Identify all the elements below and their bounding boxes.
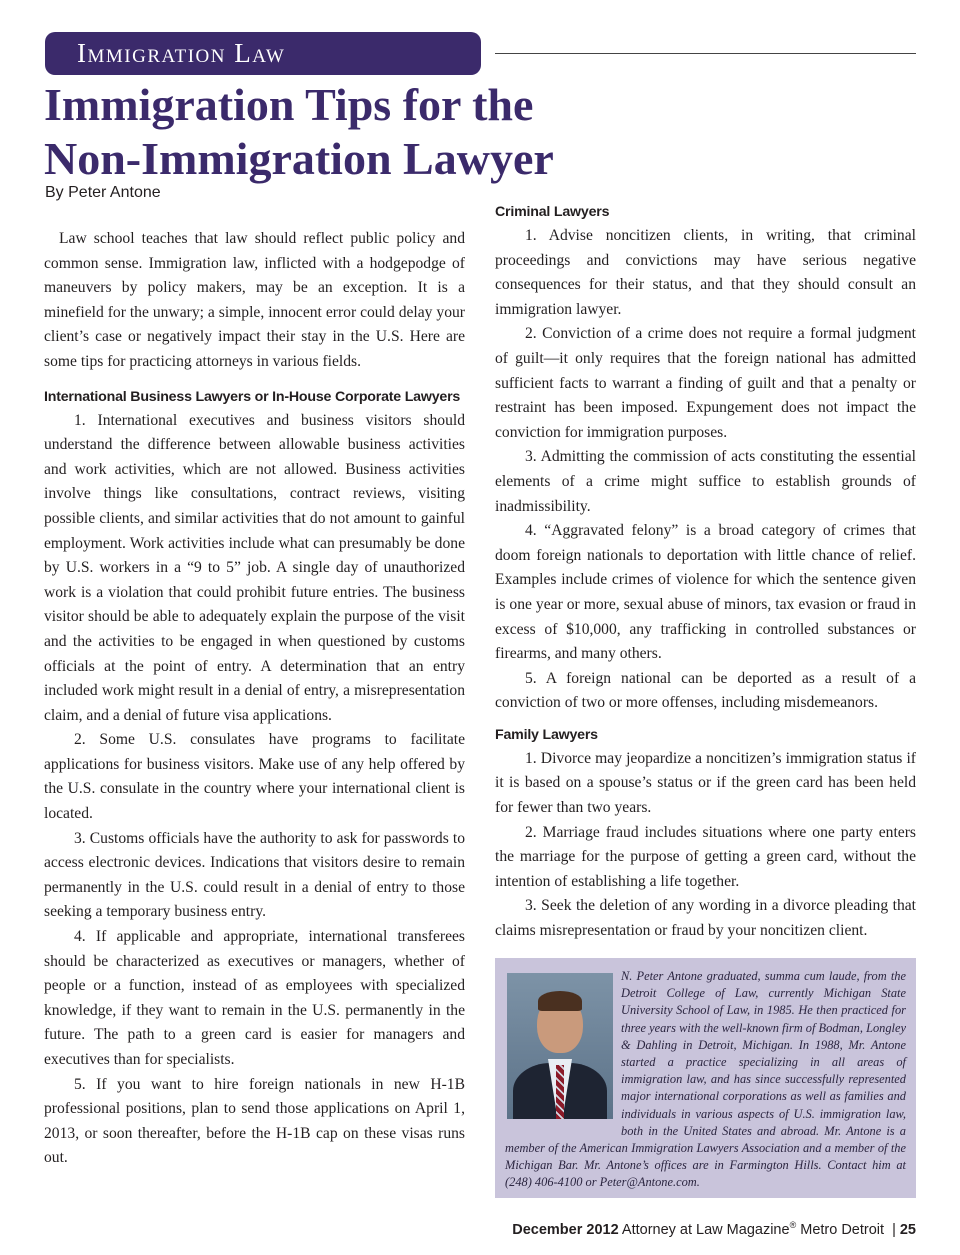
byline: By Peter Antone	[45, 184, 161, 201]
criminal-tip-5: 5. A foreign national can be deported as a result of a conviction of two or more offenses, including misdemeanors.	[495, 669, 916, 712]
page-number: 25	[899, 1221, 916, 1238]
header-rule	[495, 53, 916, 54]
section-heading-criminal: Criminal Lawyers	[495, 204, 610, 220]
criminal-tip-4: 4. “Aggravated felony” is a broad category of crimes that doom foreign nationals to deportation with little chance of relief. Examples include crimes of violence for which the sentence given is one year or more, sexual abuse of minors, tax evasion or fraud in excess of $10,000, any trafficking in controlled substances or firearms, and many others.	[495, 522, 916, 663]
footer-separator: |	[892, 1221, 896, 1238]
criminal-tip-3: 3. Admitting the commission of acts constituting the essential elements of a crime might suffice to establish grounds of inadmissibility.	[495, 448, 916, 515]
criminal-tip-1: 1. Advise noncitizen clients, in writing, that criminal proceedings and convictions may have serious negative consequences for their status, and that they should consult an immigration lawyer.	[495, 227, 916, 318]
section-heading-business: International Business Lawyers or In-House Corporate Lawyers	[44, 388, 461, 405]
business-tip-3: 3. Customs officials have the authority to ask for passwords to access electronic devices. Indications that visitors desire to remain permanently in the U.S. could result in a denial of entry to those seeking a temporary business entry.	[44, 829, 465, 921]
footer-edition: Metro Detroit	[800, 1221, 885, 1238]
right-column	[495, 201, 916, 944]
author-bio-box	[495, 958, 916, 1198]
business-tip-5: 5. If you want to hire foreign nationals in new H-1B professional positions, plan to send those applications on April 1, 2013, or soon thereafter, before the H-1B cap on these visas runs out.	[44, 1075, 465, 1167]
family-tip-3: 3. Seek the deletion of any wording in a divorce pleading that claims misrepresentation or fraud by your noncitizen client.	[495, 897, 916, 940]
business-tip-4: 4. If applicable and appropriate, international transferees should be characterized as executives or managers, whether of people or a function, instead of as employees with specialized knowledge, if they want to remain in the U.S. permanently in the future. The path to a green card is easier for managers and executives than for specialists.	[44, 928, 465, 1068]
article-title-line-2: Non-Immigration Lawyer	[44, 133, 554, 184]
registered-mark: ®	[789, 1220, 797, 1230]
footer-issue: December 2012	[512, 1221, 619, 1238]
intro-paragraph: Law school teaches that law should reflect public policy and common sense. Immigration law, inflicted with a hodgepodge of maneuvers by policy makers, may be an exception. It is a minefield for the unwary; a simple, innocent error could delay your client’s case or negatively impact their stay in the U.S. Here are some tips for practicing attorneys in various fields.	[44, 230, 465, 370]
business-tip-1: 1. International executives and business visitors should understand the difference between allowable business activities and work activities, which are not allowed. Business activities involve things like consultations, contract reviews, visiting possible clients, and similar activities that do not amount to gainful employment. Work activities include what can presumably be done by U.S. workers in a “9 to 5” job. A single day of unauthorized work is a violation that could prohibit future entries. The business visitor should be able to adequately explain the purpose of the visit and the activities to be engaged in when questioned by customs officials at the point of entry. A determination that an entry included work might result in a denial of entry, a misrepresentation claim, and a denial of future visa applications.	[44, 411, 465, 724]
author-photo	[507, 973, 613, 1119]
section-heading-family: Family Lawyers	[495, 726, 598, 743]
section-label: Immigration Law	[77, 38, 286, 68]
family-tip-1: 1. Divorce may jeopardize a noncitizen’s immigration status if it is based on a spouse’s status or if the green card has been held for fewer than two years.	[495, 749, 916, 817]
page-footer	[512, 1220, 916, 1238]
criminal-tip-2: 2. Conviction of a crime does not require a formal judgment of guilt—it only requires that the foreign national has admitted sufficient facts to warrant a finding of guilt and that a penalty or restraint has been imposed. Expungement does not impact the conviction for immigration purposes.	[495, 325, 916, 441]
left-column	[44, 227, 465, 1171]
family-tip-2: 2. Marriage fraud includes situations where one party enters the marriage for the purpose of getting a green card, without the intention of establishing a life together.	[495, 823, 916, 890]
article-title	[44, 78, 554, 186]
author-bio-text: N. Peter Antone graduated, summa cum laude, from the Detroit College of Law, currently Michigan State University School of Law, in 1985. He then practiced for three years with the well-known firm of Bodman, Longley & Dahling in Detroit, Michigan. In 1988, Mr. Antone started a practice specializing in all areas of immigration law, and has since successfully represented major international corporations as well as families and individuals in various aspects of U.S. immigration law, both in the United States and abroad. Mr. Antone is a member of the American Immigration Lawyers Association and a member of the Michigan Bar. Mr. Antone’s offices are in Farmington Hills. Contact him at (248) 406-4100 or Peter@Antone.com.	[505, 969, 906, 1190]
article-title-line-1: Immigration Tips for the	[44, 79, 534, 130]
business-tip-2: 2. Some U.S. consulates have programs to facilitate applications for business visitors. Make use of any help offered by the U.S. consulate in the country where your international client is located.	[44, 731, 465, 823]
footer-publication: Attorney at Law Magazine	[621, 1221, 790, 1238]
section-label-tab	[45, 32, 481, 75]
